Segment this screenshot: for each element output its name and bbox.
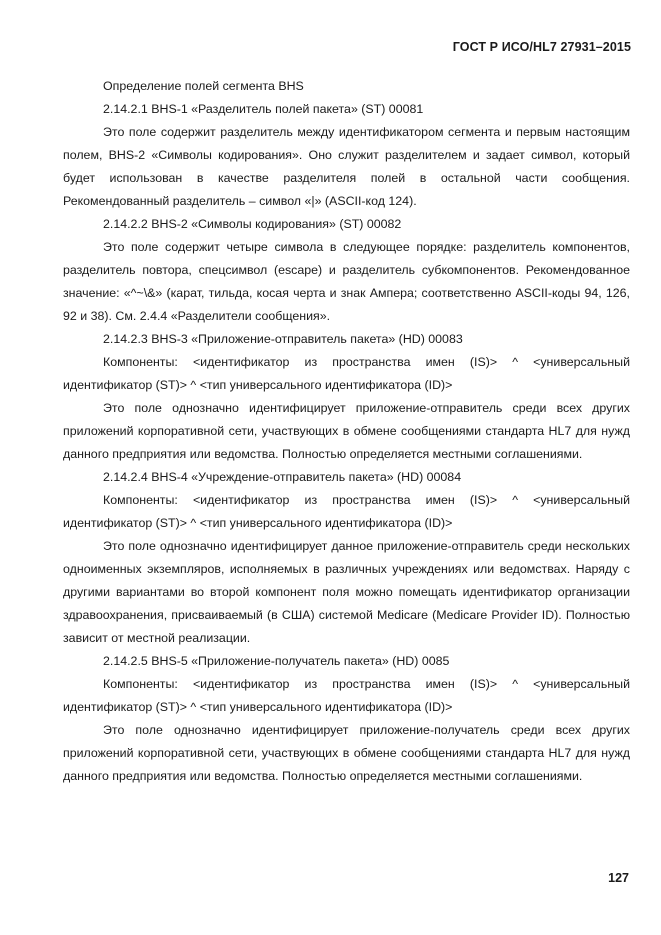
section-heading-bhs-2: 2.14.2.2 BHS-2 «Символы кодирования» (ST) 00082 xyxy=(103,217,402,231)
section-heading-bhs-5: 2.14.2.5 BHS-5 «Приложение-получатель пакета» (HD) 0085 xyxy=(103,654,450,668)
paragraph-bhs-3: Это поле однозначно идентифицирует приложение-отправитель среди всех других приложений корпоративной сети, участвующих в обмене сообщениями стандарта HL7 для нужд данного предприятия или ведомства. Полностью определяется местными соглашениями. xyxy=(63,401,630,461)
page-number: 127 xyxy=(608,871,629,885)
intro-line: Определение полей сегмента BHS xyxy=(103,79,304,93)
components-bhs-4: Компоненты: <идентификатор из пространства имен (IS)> ^ <универсальный идентификатор (ST)> ^ <тип универсального идентификатора (ID)> xyxy=(63,493,630,530)
section-heading-bhs-4: 2.14.2.4 BHS-4 «Учреждение-отправитель пакета» (HD) 00084 xyxy=(103,470,462,484)
document-header: ГОСТ Р ИСО/HL7 27931–2015 xyxy=(452,40,631,54)
page-body xyxy=(63,75,630,788)
section-heading-bhs-3: 2.14.2.3 BHS-3 «Приложение-отправитель пакета» (HD) 00083 xyxy=(103,332,463,346)
paragraph-bhs-1: Это поле содержит разделитель между идентификатором сегмента и первым настоящим полем, BHS-2 «Символы кодирования». Оно служит разделителем и задает символ, который будет использован в качестве разделителя полей в остальной части сообщения. Рекомендованный разделитель – символ «|» (ASCII-код 124). xyxy=(63,125,630,208)
paragraph-bhs-5: Это поле однозначно идентифицирует приложение-получатель среди всех других приложений корпоративной сети, участвующих в обмене сообщениями стандарта HL7 для нужд данного предприятия или ведомства. Полностью определяется местными соглашениями. xyxy=(63,723,630,783)
components-bhs-5: Компоненты: <идентификатор из пространства имен (IS)> ^ <универсальный идентификатор (ST)> ^ <тип универсального идентификатора (ID)> xyxy=(63,677,630,714)
paragraph-bhs-4: Это поле однозначно идентифицирует данное приложение-отправитель среди нескольких одноименных экземпляров, исполняемых в различных учреждениях или ведомствах. Наряду с другими вариантами во второй компонент поля можно помещать идентификатор организации здравоохранения, присваиваемый (в США) системой Medicare (Medicare Provider ID). Полностью зависит от местной реализации. xyxy=(63,539,630,645)
section-heading-bhs-1: 2.14.2.1 BHS-1 «Разделитель полей пакета» (ST) 00081 xyxy=(103,102,424,116)
paragraph-bhs-2: Это поле содержит четыре символа в следующее порядке: разделитель компонентов, разделитель повтора, спецсимвол (escape) и разделитель субкомпонентов. Рекомендованное значение: «^~\&» (карат, тильда, косая черта и знак Ампера; соответственно ASCII-коды 94, 126, 92 и 38). См. 2.4.4 «Разделители сообщения». xyxy=(63,240,630,323)
components-bhs-3: Компоненты: <идентификатор из пространства имен (IS)> ^ <универсальный идентификатор (ST)> ^ <тип универсального идентификатора (ID)> xyxy=(63,355,630,392)
